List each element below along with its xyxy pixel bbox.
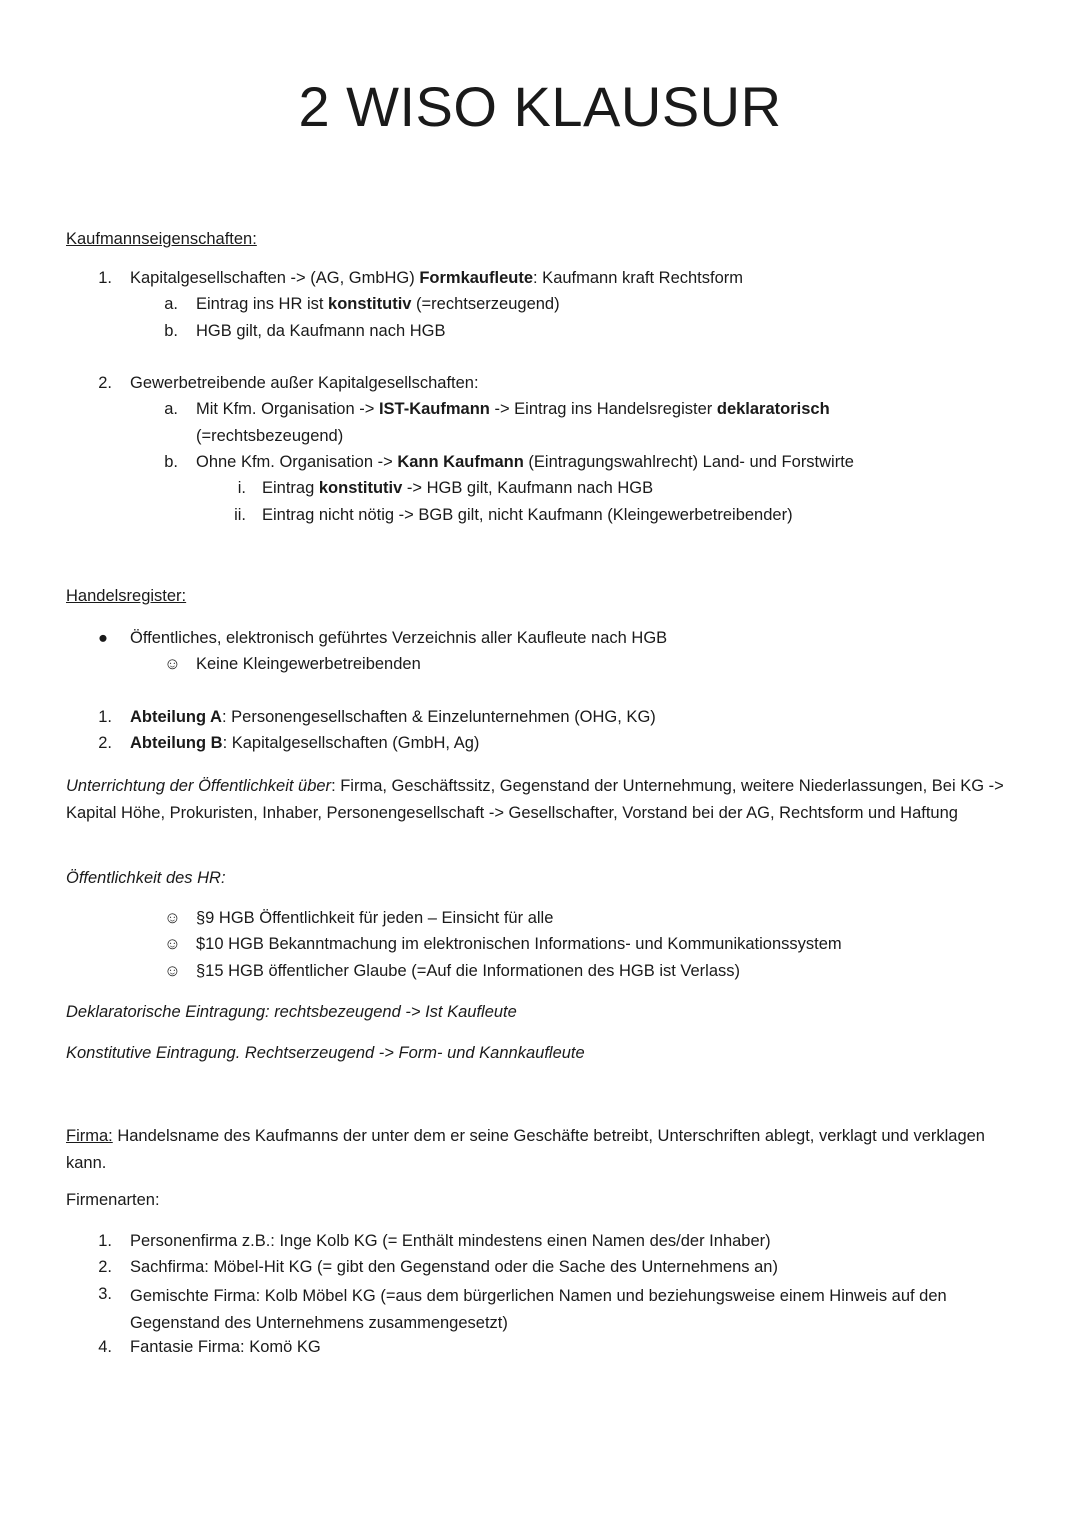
list-item-text: Abteilung B: Kapitalgesellschaften (GmbH, Ag) bbox=[130, 734, 480, 752]
bullet-icon: ● bbox=[98, 629, 108, 647]
smiley-icon: ☺ bbox=[164, 962, 181, 980]
list-item-text: Sachfirma: Möbel-Hit KG (= gibt den Gegenstand oder die Sache des Unternehmens an) bbox=[130, 1258, 778, 1276]
sublist-item-text: HGB gilt, da Kaufmann nach HGB bbox=[196, 322, 446, 340]
konstitutiv-note: Konstitutive Eintragung. Rechtserzeugend -> Form- und Kannkaufleute bbox=[66, 1044, 585, 1062]
sublist-item-text: Ohne Kfm. Organisation -> Kann Kaufmann (Eintragungswahlrecht) Land- und Forstwirte bbox=[196, 453, 854, 471]
bullet-text: Öffentliches, elektronisch geführtes Verzeichnis aller Kaufleute nach HGB bbox=[130, 629, 668, 647]
document-page: 2 WISO KLAUSUR Kaufmannseigenschaften: 1. Kapitalgesellschaften -> (AG, GmbHG) Formkaufleute: Kaufmann kraft Rechtsform a. Eintrag ins HR ist konstitutiv (=rechtserzeugend) b. HGB gilt, da Kaufmann nach HGB 2. Gewerbetreibende außer Kapitalgesellschaften: a. Mit Kfm. Organisation -> IST-Kaufmann -> Eintrag ins Handelsregister deklaratorisch (=rechtsbezeugend) b. Ohne Kfm. Organisation -> Kann Kaufmann (Eintragungswahlrecht) Land- und Forstwirte i. Eintrag konstitutiv -> HGB gilt, Kaufmann nach HGB ii. Eintrag nicht nötig -> BGB gilt, nicht Kaufmann (Kleingewerbetreibender) Handelsregister: ● Öffentliches, elektronisch geführtes Verzeichnis aller Kaufleute nach HGB ☺ Keine Kleingewerbetreibenden 1. Abteilung A: Personengesellschaften & Einzelunternehmen (OHG, KG) 2. Abteilung B: Kapitalgesellschaften (GmbH, Ag) Unterrichtung der Öffentlichkeit über: Firma, Geschäftssitz, Gegenstand der Unternehmung, weitere Niederlassungen, Bei KG -> Kapital Höhe, Prokuristen, Inhaber, Personengesellschaft -> Gesellschafter, Vorstand bei der AG, Rechtsform und Haftung Öffentlichkeit des HR: ☺ §9 HGB Öffentlichkeit für jeden – Einsicht für alle ☺ $10 HGB Bekanntmachung im elektronischen Informations- und Kommunikationssystem ☺ §15 HGB öffentlicher Glaube (=Auf die Informationen des HGB ist Verlass) Deklaratorische Eintragung: rechtsbezeugend -> Ist Kaufleute Konstitutive Eintragung. Rechtserzeugend -> Form- und Kannkaufleute Firma: Handelsname des Kaufmanns der unter dem er seine Geschäfte betreibt, Unterschriften ablegt, verklagt und verklagen kann. Firmenarten: 1. Personenfirma z.B.: Inge Kolb KG (= Enthält mindestens einen Namen des/der Inhaber) 2. Sachfirma: Möbel-Hit KG (= gibt den Gegenstand oder die Sache des Unternehmens an) 3. Gemischte Firma: Kolb Möbel KG (=aus dem bürgerlichen Namen und beziehungsweise einem Hinweis auf den Gegenstand des Unternehmens zusammengesetzt) 4. Fantasie Firma: Komö KG bbox=[0, 0, 1080, 1527]
list-item-text: Kapitalgesellschaften -> (AG, GmbHG) Formkaufleute: Kaufmann kraft Rechtsform bbox=[130, 269, 744, 287]
subsublist-item-text: Eintrag nicht nötig -> BGB gilt, nicht Kaufmann (Kleingewerbetreibender) bbox=[262, 506, 793, 524]
paragraph-item: §15 HGB öffentlicher Glaube (=Auf die Informationen des HGB ist Verlass) bbox=[196, 962, 741, 980]
paragraph-item: §9 HGB Öffentlichkeit für jeden – Einsicht für alle bbox=[196, 909, 554, 927]
subsublist-item-text: Eintrag konstitutiv -> HGB gilt, Kaufmann nach HGB bbox=[262, 479, 654, 497]
smiley-icon: ☺ bbox=[164, 655, 181, 673]
oeffentlichkeit-heading: Öffentlichkeit des HR: bbox=[66, 869, 226, 887]
firma-paragraph: Firma: Handelsname des Kaufmanns der unter dem er seine Geschäfte betreibt, Unterschriften ablegt, verklagt und verklagen kann. bbox=[66, 1127, 985, 1172]
section-heading-kaufmann: Kaufmannseigenschaften: bbox=[66, 230, 257, 248]
list-item-text: Gemischte Firma: Kolb Möbel KG (=aus dem bürgerlichen Namen und beziehungsweise einem Hinweis auf den Gegenstand des Unternehmens zusammengesetzt) bbox=[130, 1287, 947, 1332]
list-item-text: Personenfirma z.B.: Inge Kolb KG (= Enthält mindestens einen Namen des/der Inhaber) bbox=[130, 1232, 771, 1250]
firmenarten-heading: Firmenarten: bbox=[66, 1191, 160, 1209]
deklaratorisch-note: Deklaratorische Eintragung: rechtsbezeugend -> Ist Kaufleute bbox=[66, 1003, 517, 1021]
sublist-item-text: Eintrag ins HR ist konstitutiv (=rechtserzeugend) bbox=[196, 295, 560, 313]
sublist-item-text: Mit Kfm. Organisation -> IST-Kaufmann -> Eintrag ins Handelsregister deklaratorisch bbox=[196, 400, 830, 418]
list-number: 1. bbox=[98, 269, 112, 287]
list-item-text: Abteilung A: Personengesellschaften & Einzelunternehmen (OHG, KG) bbox=[130, 708, 656, 726]
smiley-icon: ☺ bbox=[164, 909, 181, 927]
section-heading-handelsregister: Handelsregister: bbox=[66, 587, 187, 605]
smiley-icon: ☺ bbox=[164, 935, 181, 953]
list-item-text: Gewerbetreibende außer Kapitalgesellschaften: bbox=[130, 374, 479, 392]
paragraph-item: $10 HGB Bekanntmachung im elektronischen Informations- und Kommunikationssystem bbox=[196, 935, 842, 953]
sublist-item-text-cont: (=rechtsbezeugend) bbox=[196, 427, 344, 445]
unterrichtung-paragraph: Unterrichtung der Öffentlichkeit über: Firma, Geschäftssitz, Gegenstand der Unternehmung, weitere Niederlassungen, Bei KG -> Kapital Höhe, Prokuristen, Inhaber, Personengesellschaft -> Gesellschafter, Vorstand bei der AG, Rechtsform und Haftung bbox=[66, 777, 1004, 822]
page-title: 2 WISO KLAUSUR bbox=[298, 75, 782, 138]
list-item-text: Fantasie Firma: Komö KG bbox=[130, 1338, 321, 1356]
smiley-text: Keine Kleingewerbetreibenden bbox=[196, 655, 421, 673]
